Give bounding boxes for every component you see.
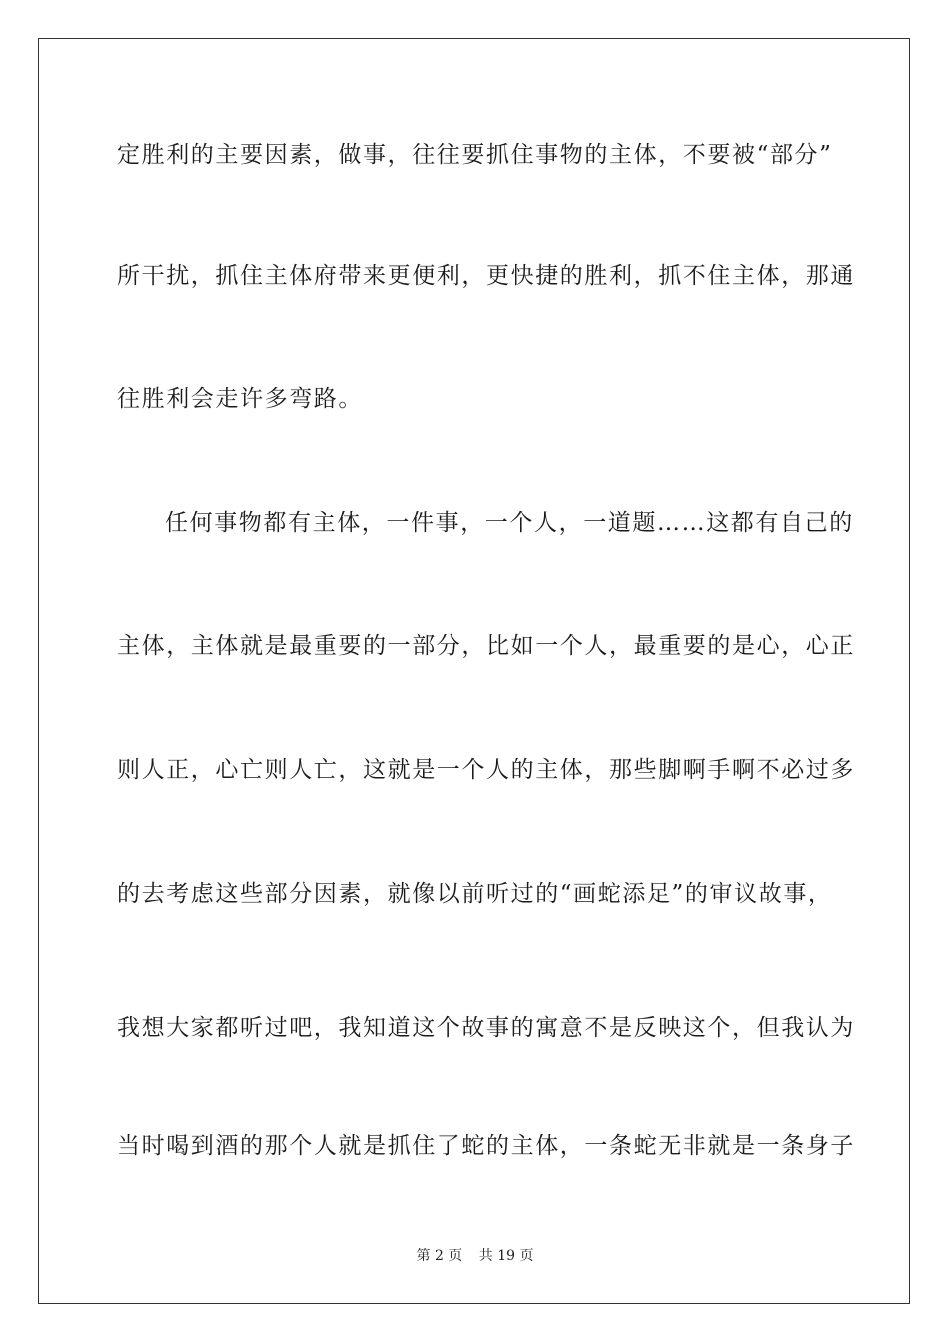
- paragraph-first-line: 任何事物都有主体，一件事，一个人，一道题……这都有自己的: [165, 510, 854, 536]
- total-pages: 共 19 页: [478, 1248, 534, 1264]
- text-line: 所干扰，抓住主体府带来更便利，更快捷的胜利，抓不住主体，那通: [117, 263, 855, 289]
- text-line: 定胜利的主要因素，做事，往往要抓住事物的主体，不要被“部分”: [117, 142, 833, 168]
- text-line: 则人正，心亡则人亡，这就是一个人的主体，那些脚啊手啊不必过多: [117, 757, 855, 783]
- page-border: [38, 38, 910, 1304]
- text-line: 的去考虑这些部分因素，就像以前听过的“画蛇添足”的审议故事，: [117, 881, 833, 907]
- page-number: 第 2 页: [416, 1248, 463, 1264]
- text-line: 主体，主体就是最重要的一部分，比如一个人，最重要的是心，心正: [117, 633, 855, 659]
- page-footer: [0, 1246, 950, 1266]
- text-line: 往胜利会走许多弯路。: [117, 386, 363, 412]
- text-line: 我想大家都听过吧，我知道这个故事的寓意不是反映这个，但我认为: [117, 1015, 855, 1041]
- text-line: 当时喝到酒的那个人就是抓住了蛇的主体，一条蛇无非就是一条身子: [117, 1133, 855, 1159]
